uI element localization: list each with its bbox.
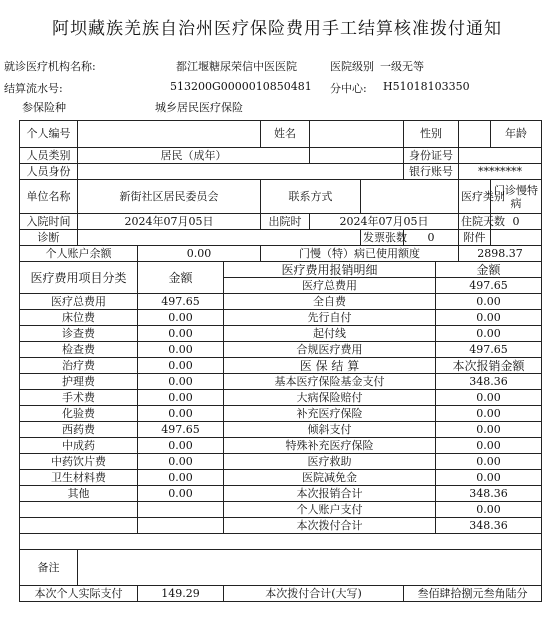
right-label: 补充医疗保险 <box>224 406 436 422</box>
insurance-type-value: 城乡居民医疗保险 <box>155 101 243 114</box>
right-value: 348.36 <box>436 518 542 534</box>
left-empty <box>138 502 224 518</box>
reimburse-amount-header: 金额 <box>436 262 542 278</box>
hospital-level-value: 一级无等 <box>380 60 424 73</box>
left-value: 497.65 <box>138 422 224 438</box>
admission-label: 入院时间 <box>20 214 78 230</box>
left-label: 中药饮片费 <box>20 454 138 470</box>
settlement-table <box>19 120 542 602</box>
id-number-field <box>459 148 542 164</box>
left-empty <box>138 518 224 534</box>
left-label: 化验费 <box>20 406 138 422</box>
right-label: 医院减免金 <box>224 470 436 486</box>
self-pay-label: 本次个人实际支付 <box>20 586 138 602</box>
left-value: 0.00 <box>138 406 224 422</box>
medical-type-value: 门诊慢特病 <box>491 180 542 214</box>
personal-id-label: 个人编号 <box>20 121 78 148</box>
admission-value: 2024年07月05日 <box>78 214 261 230</box>
hospital-level-label: 医院级别 <box>330 60 374 73</box>
name-value <box>310 121 404 148</box>
right-label: 医疗总费用 <box>224 278 436 294</box>
invoice-count-value: 0 <box>404 230 459 246</box>
left-label: 其他 <box>20 486 138 502</box>
right-value: 0.00 <box>436 326 542 342</box>
right-label: 医 保 结 算 <box>224 358 436 374</box>
contact-label: 联系方式 <box>261 180 361 214</box>
left-label: 卫生材料费 <box>20 470 138 486</box>
serial-label: 结算流水号: <box>4 82 63 95</box>
total-cn-value: 叁佰肆拾捌元叁角陆分 <box>404 586 542 602</box>
left-label: 手术费 <box>20 390 138 406</box>
stay-days-value: 0 <box>491 214 542 230</box>
left-label: 医疗总费用 <box>20 294 138 310</box>
right-value: 348.36 <box>436 486 542 502</box>
account-balance-label: 个人账户余额 <box>20 246 138 262</box>
left-value: 0.00 <box>138 486 224 502</box>
remark-label: 备注 <box>20 550 78 586</box>
left-value: 0.00 <box>138 358 224 374</box>
institution-value: 都江堰糖尿荣信中医医院 <box>176 60 297 73</box>
diagnosis-value <box>78 230 361 246</box>
identity-label: 人员身份 <box>20 164 78 180</box>
diagnosis-label: 诊断 <box>20 230 78 246</box>
special-quota-value: 2898.37 <box>459 246 542 262</box>
bank-account-label: 银行账号 <box>404 164 459 180</box>
right-value: 0.00 <box>436 390 542 406</box>
left-label: 西药费 <box>20 422 138 438</box>
sub-center-label: 分中心: <box>330 82 367 95</box>
right-label: 全自费 <box>224 294 436 310</box>
gender-value <box>459 121 491 148</box>
right-label: 大病保险赔付 <box>224 390 436 406</box>
person-type-value: 居民（成年） <box>78 148 310 164</box>
unit-value: 新街社区居民委员会 <box>78 180 261 214</box>
right-value: 0.00 <box>436 470 542 486</box>
right-value: 497.65 <box>436 342 542 358</box>
right-value: 348.36 <box>436 374 542 390</box>
spacer-row <box>20 534 542 550</box>
left-value: 0.00 <box>138 438 224 454</box>
account-balance-value: 0.00 <box>138 246 261 262</box>
left-value: 0.00 <box>138 374 224 390</box>
self-pay-value: 149.29 <box>138 586 224 602</box>
left-label: 护理费 <box>20 374 138 390</box>
name-label: 姓名 <box>261 121 310 148</box>
right-value: 0.00 <box>436 406 542 422</box>
right-value: 0.00 <box>436 502 542 518</box>
gender-label: 性别 <box>404 121 459 148</box>
right-value: 0.00 <box>436 422 542 438</box>
attachment-label: 附件 <box>459 230 491 246</box>
right-label: 合规医疗费用 <box>224 342 436 358</box>
left-value: 0.00 <box>138 470 224 486</box>
unit-label: 单位名称 <box>20 180 78 214</box>
serial-value: 513200G0000010850481 <box>170 80 312 93</box>
page-title: 阿坝藏族羌族自治州医疗保险费用手工结算核准拨付通知 <box>52 19 502 39</box>
person-type-label: 人员类别 <box>20 148 78 164</box>
identity-value <box>78 164 404 180</box>
right-label: 本次拨付合计 <box>224 518 436 534</box>
right-value: 0.00 <box>436 310 542 326</box>
cut-off-footer <box>0 626 554 636</box>
left-empty <box>20 518 138 534</box>
left-label: 治疗费 <box>20 358 138 374</box>
reimburse-detail-header: 医疗费用报销明细 <box>224 262 436 278</box>
special-quota-label: 门慢（特）病已使用额度 <box>261 246 459 262</box>
fee-amount-header: 金额 <box>138 262 224 294</box>
bank-account-value: ******** <box>459 164 542 180</box>
left-value: 497.65 <box>138 294 224 310</box>
left-value: 0.00 <box>138 326 224 342</box>
insurance-type-label: 参保险种 <box>22 101 66 114</box>
left-value: 0.00 <box>138 342 224 358</box>
institution-label: 就诊医疗机构名称: <box>4 60 96 73</box>
left-label: 检查费 <box>20 342 138 358</box>
attachment-value <box>491 230 542 246</box>
right-value: 本次报销金额 <box>436 358 542 374</box>
age-label: 年龄 <box>491 121 542 148</box>
fee-category-header: 医疗费用项目分类 <box>20 262 138 294</box>
left-empty <box>20 502 138 518</box>
stay-days-label: 住院天数 <box>459 214 491 230</box>
right-label: 倾斜支付 <box>224 422 436 438</box>
id-number-value <box>310 148 404 164</box>
discharge-value: 2024年07月05日 <box>310 214 459 230</box>
right-label: 医疗救助 <box>224 454 436 470</box>
right-value: 0.00 <box>436 454 542 470</box>
left-value: 0.00 <box>138 454 224 470</box>
left-label: 诊查费 <box>20 326 138 342</box>
right-label: 起付线 <box>224 326 436 342</box>
sub-center-value: H51018103350 <box>383 80 470 93</box>
left-value: 0.00 <box>138 390 224 406</box>
right-label: 基本医疗保险基金支付 <box>224 374 436 390</box>
contact-value <box>361 180 459 214</box>
remark-value <box>78 550 542 586</box>
left-value: 0.00 <box>138 310 224 326</box>
left-label: 中成药 <box>20 438 138 454</box>
personal-id-value <box>78 121 261 148</box>
right-label: 特殊补充医疗保险 <box>224 438 436 454</box>
right-value: 0.00 <box>436 294 542 310</box>
medical-type-label: 医疗类别 <box>459 180 491 214</box>
total-cn-label: 本次拨付合计(大写) <box>224 586 404 602</box>
left-label: 床位费 <box>20 310 138 326</box>
right-label: 个人账户支付 <box>224 502 436 518</box>
right-value: 497.65 <box>436 278 542 294</box>
id-number-label: 身份证号 <box>404 148 459 164</box>
right-value: 0.00 <box>436 438 542 454</box>
right-label: 先行自付 <box>224 310 436 326</box>
right-label: 本次报销合计 <box>224 486 436 502</box>
discharge-label: 出院时 <box>261 214 310 230</box>
invoice-count-label: 发票张数 <box>361 230 404 246</box>
